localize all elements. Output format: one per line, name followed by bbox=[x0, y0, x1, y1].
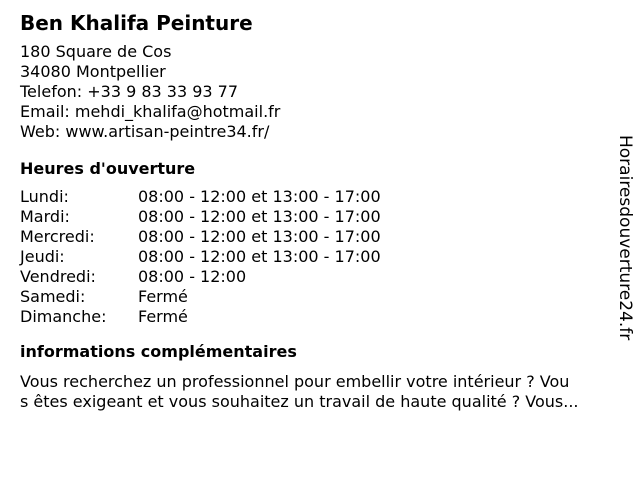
day-label: Lundi: bbox=[20, 187, 69, 206]
hours-row-sunday bbox=[20, 307, 610, 327]
business-name: Ben Khalifa Peinture bbox=[20, 11, 253, 35]
time-value: 08:00 - 12:00 et 13:00 - 17:00 bbox=[138, 187, 381, 206]
additional-info-line-2: s êtes exigeant et vous souhaitez un travail de haute qualité ? Vous... bbox=[20, 392, 579, 411]
website-text: Web: www.artisan-peintre34.fr/ bbox=[20, 122, 270, 141]
time-value: 08:00 - 12:00 et 13:00 - 17:00 bbox=[138, 207, 381, 226]
email-text: Email: mehdi_khalifa@hotmail.fr bbox=[20, 102, 281, 121]
time-value: 08:00 - 12:00 et 13:00 - 17:00 bbox=[138, 227, 381, 246]
day-label: Mardi: bbox=[20, 207, 70, 226]
hours-row-wednesday bbox=[20, 227, 610, 247]
time-value: 08:00 - 12:00 et 13:00 - 17:00 bbox=[138, 247, 381, 266]
additional-info-line-1: Vous recherchez un professionnel pour embellir votre intérieur ? Vou bbox=[20, 372, 570, 391]
hours-row-monday bbox=[20, 187, 610, 207]
day-label: Jeudi: bbox=[20, 247, 65, 266]
phone-text: Telefon: +33 9 83 33 93 77 bbox=[20, 82, 239, 101]
day-label: Samedi: bbox=[20, 287, 86, 306]
additional-info-heading: informations complémentaires bbox=[20, 342, 297, 361]
day-label: Dimanche: bbox=[20, 307, 107, 326]
hours-row-thursday bbox=[20, 247, 610, 267]
time-value: Fermé bbox=[138, 307, 188, 326]
hours-row-saturday bbox=[20, 287, 610, 307]
day-label: Mercredi: bbox=[20, 227, 95, 246]
address-line-1: 180 Square de Cos bbox=[20, 42, 172, 61]
day-label: Vendredi: bbox=[20, 267, 96, 286]
time-value: Fermé bbox=[138, 287, 188, 306]
site-watermark: Horairesdouverture24.fr bbox=[615, 135, 635, 341]
business-card bbox=[20, 10, 610, 412]
address-line-2: 34080 Montpellier bbox=[20, 62, 166, 81]
time-value: 08:00 - 12:00 bbox=[138, 267, 247, 286]
hours-row-friday bbox=[20, 267, 610, 287]
opening-hours-table bbox=[20, 187, 610, 327]
hours-row-tuesday bbox=[20, 207, 610, 227]
opening-hours-heading: Heures d'ouverture bbox=[20, 159, 196, 178]
